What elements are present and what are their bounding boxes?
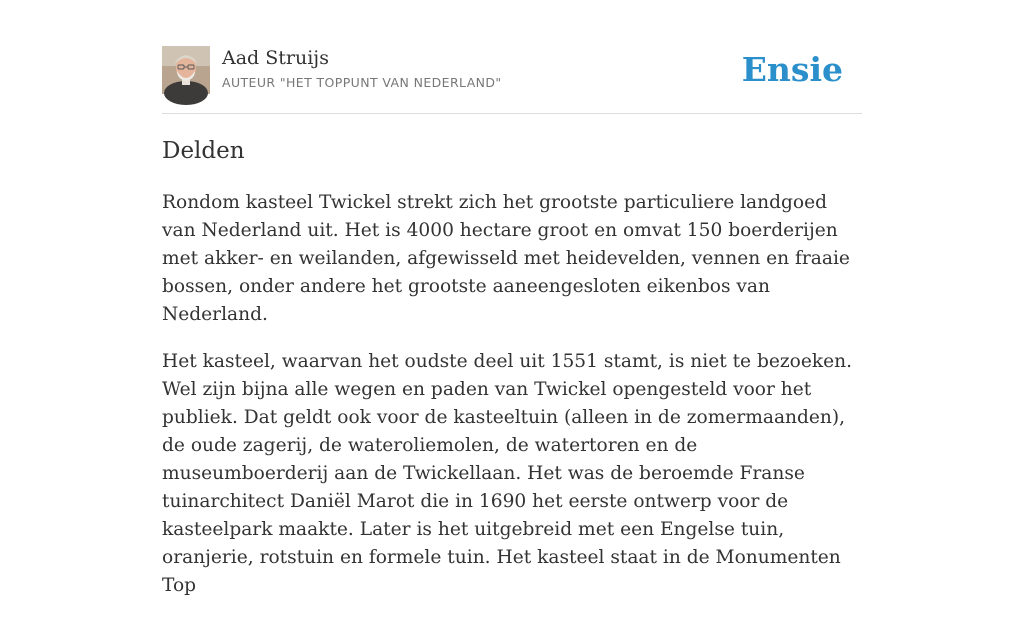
- article-paragraph: Het kasteel, waarvan het oudste deel uit 1551 stamt, is niet te bezoeken. Wel zijn bijna alle wegen en paden van Twickel opengesteld voor het publiek. Dat geldt ook voor de kasteeltuin (alleen in de zomermaanden), de oude zagerij, de wateroliemolen, de watertoren en de museumboerderij aan de Twickellaan. Het was de beroemde Franse tuinarchitect Daniël Marot die in 1690 het eerste ontwerp voor de kasteelpark maakte. Later is het uitgebreid met een Engelse tuin, oranjerie, rotstuin en formele tuin. Het kasteel staat in de Monumenten Top: [162, 351, 853, 596]
- author-name[interactable]: Aad Struijs: [222, 47, 329, 69]
- header: [162, 46, 862, 96]
- author-avatar[interactable]: [162, 46, 210, 94]
- author-subtitle: AUTEUR "HET TOPPUNT VAN NEDERLAND": [222, 75, 502, 90]
- article-paragraph: Rondom kasteel Twickel strekt zich het grootste particuliere landgoed van Nederland uit. Het is 4000 hectare groot en omvat 150 boerderijen met akker- en weilanden, afgewisseld met heidevelden, vennen en fraaie bossen, onder andere het grootste aaneengesloten eikenbos van Nederland.: [162, 192, 850, 325]
- article-body: [162, 189, 864, 619]
- ensie-logo[interactable]: Ensie: [741, 50, 843, 89]
- avatar-portrait: [162, 46, 210, 94]
- article-title: Delden: [162, 138, 245, 164]
- header-divider: [162, 113, 862, 114]
